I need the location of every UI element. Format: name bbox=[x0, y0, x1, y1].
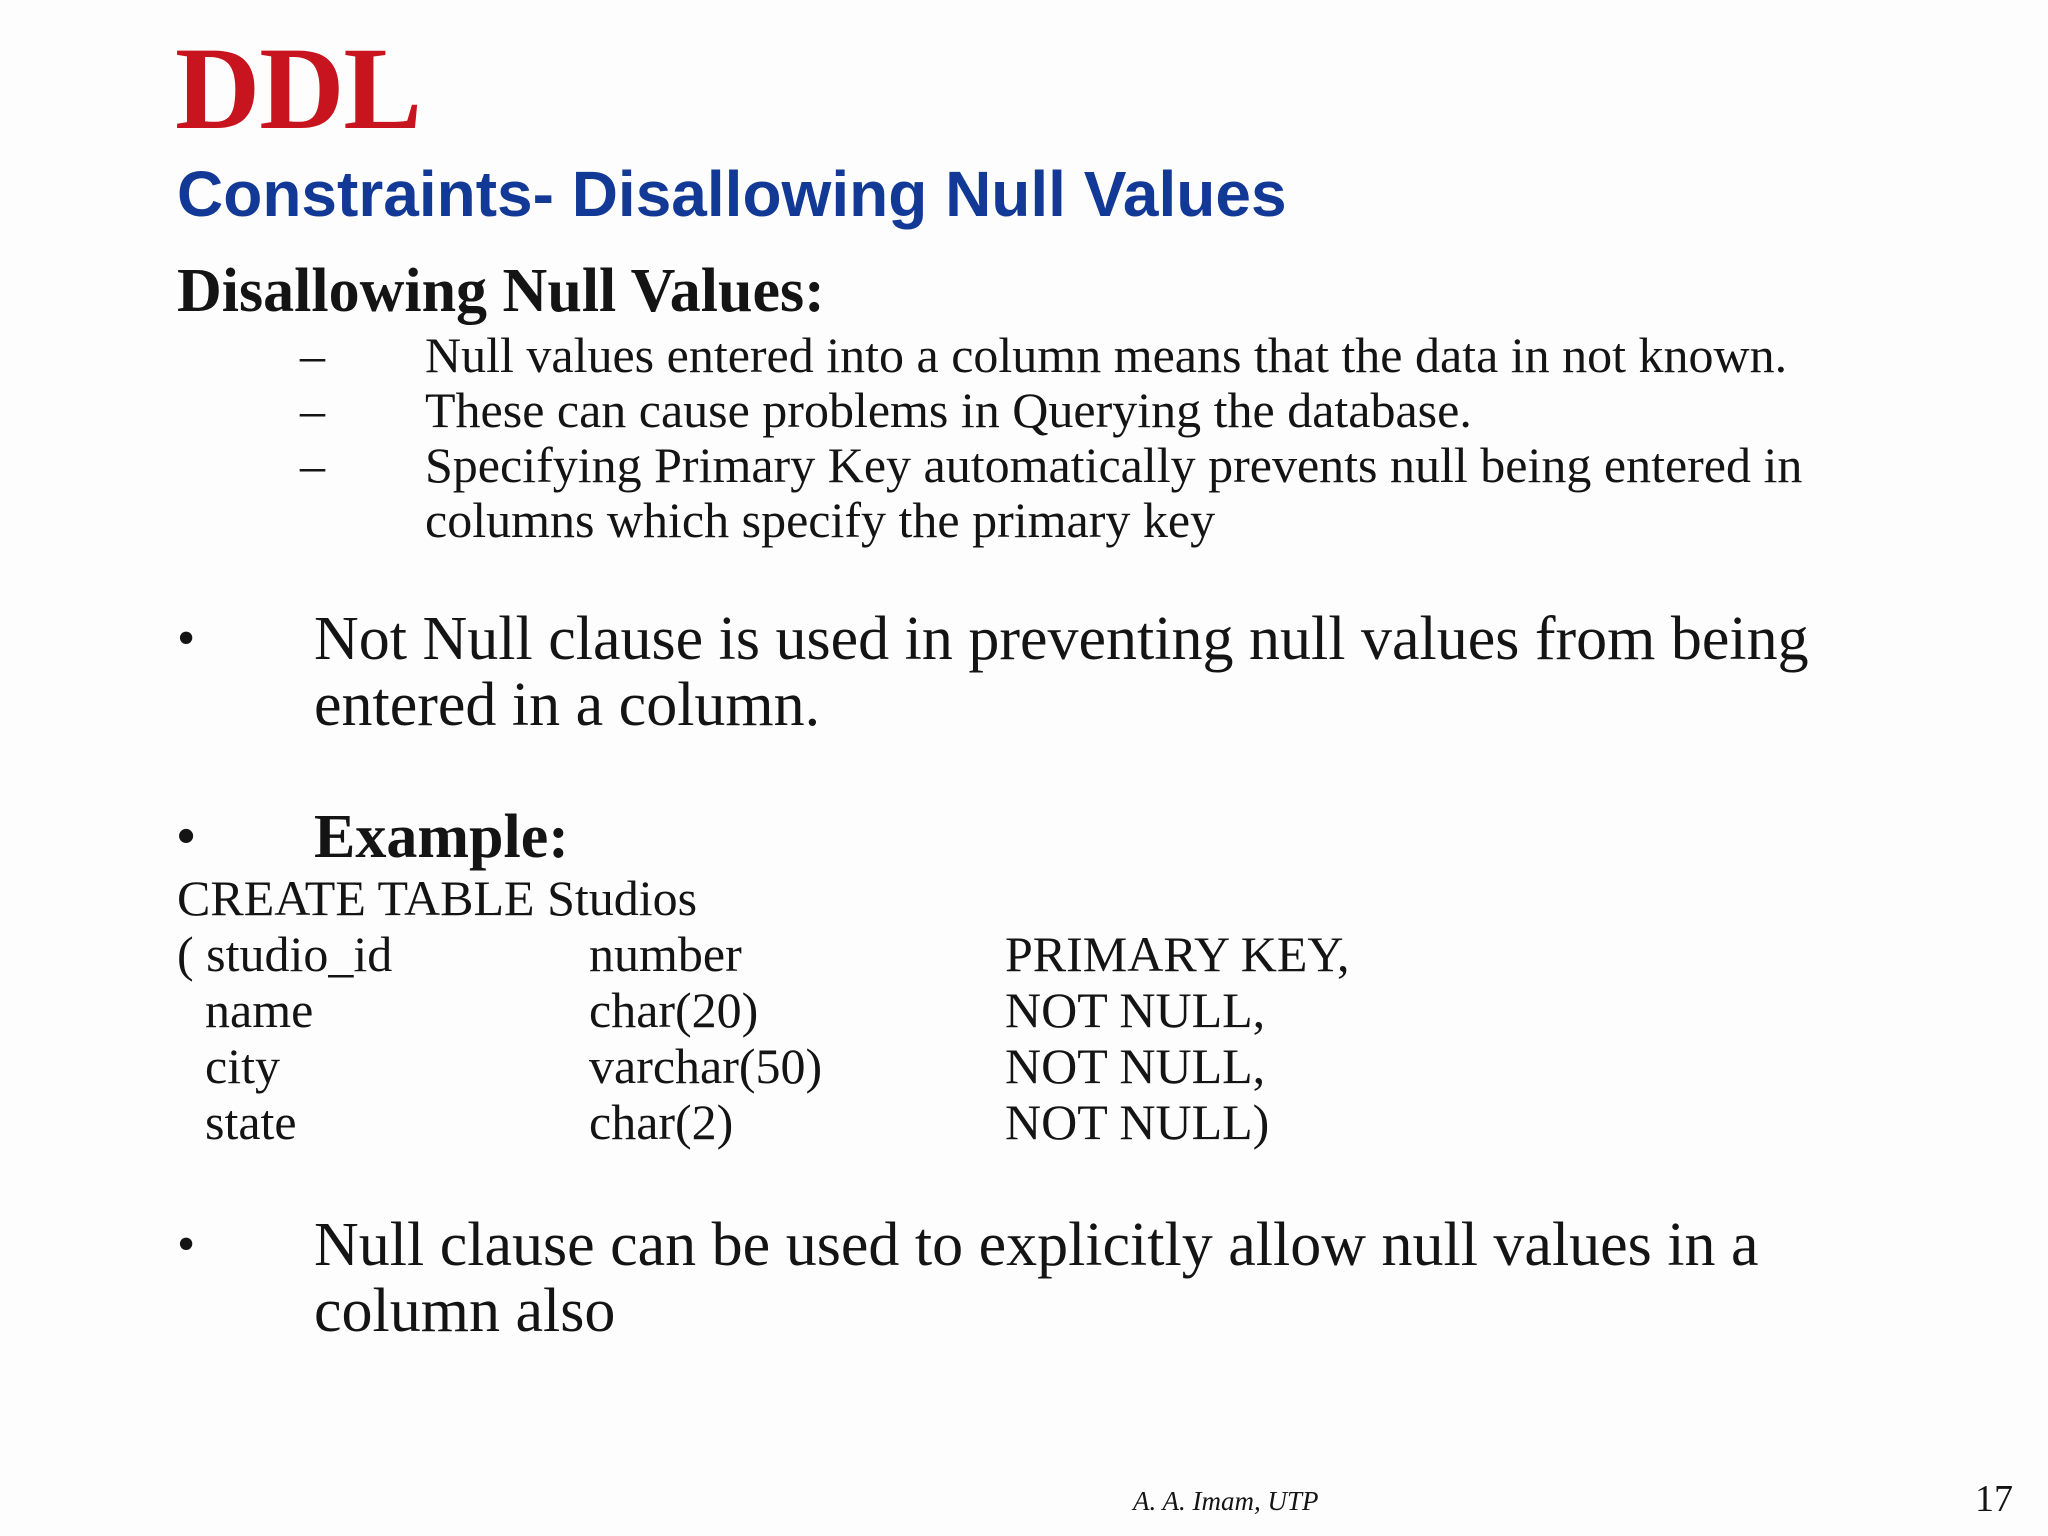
dash-marker: – bbox=[300, 382, 325, 438]
sql-column-type: number bbox=[589, 926, 742, 982]
bullet-line: column also bbox=[314, 1277, 616, 1345]
sql-column-name: ( studio_id bbox=[177, 926, 393, 982]
sql-column-name: city bbox=[205, 1038, 280, 1094]
sql-column-type: char(20) bbox=[589, 982, 759, 1038]
bullet-text bbox=[314, 606, 1977, 738]
dash-item bbox=[300, 438, 2000, 493]
sql-column-constraint: NOT NULL, bbox=[1005, 982, 1266, 1038]
dash-item-text: Specifying Primary Key automatically prevents null being entered in bbox=[425, 437, 1803, 493]
bullet-line: Not Null clause is used in preventing null values from being bbox=[314, 605, 1809, 673]
slide-title: DDL bbox=[175, 23, 422, 154]
dash-item-continuation bbox=[300, 493, 2000, 548]
footer-author: A. A. Imam, UTP bbox=[1133, 1486, 1319, 1516]
section-heading: Disallowing Null Values: bbox=[177, 257, 825, 325]
bullet-null-clause bbox=[177, 1212, 1977, 1344]
dash-list bbox=[300, 328, 2000, 548]
bullet-marker: • bbox=[177, 610, 196, 667]
dash-item-text: Null values entered into a column means that the data in not known. bbox=[425, 327, 1788, 383]
dash-item bbox=[300, 383, 2000, 438]
bullet-marker: • bbox=[177, 808, 196, 865]
example-label: Example: bbox=[314, 803, 569, 871]
slide-subtitle: Constraints- Disallowing Null Values bbox=[177, 158, 1287, 230]
dash-marker: – bbox=[300, 437, 325, 493]
bullet-marker: • bbox=[177, 1216, 196, 1273]
page-number: 17 bbox=[1975, 1478, 2013, 1520]
dash-marker: – bbox=[300, 327, 325, 383]
dash-item-text: These can cause problems in Querying the database. bbox=[425, 382, 1472, 438]
sql-column-constraint: NOT NULL) bbox=[1005, 1094, 1270, 1150]
sql-column-constraint: NOT NULL, bbox=[1005, 1038, 1266, 1094]
sql-column-type: char(2) bbox=[589, 1094, 734, 1150]
dash-item bbox=[300, 328, 2000, 383]
sql-column-constraint: PRIMARY KEY, bbox=[1005, 926, 1350, 982]
bullet-not-null bbox=[177, 606, 1977, 738]
bullet-line: entered in a column. bbox=[314, 671, 821, 739]
bullet-text bbox=[314, 1212, 1977, 1344]
sql-column-name: name bbox=[205, 982, 314, 1038]
sql-column-type: varchar(50) bbox=[589, 1038, 823, 1094]
bullet-example bbox=[177, 804, 1977, 870]
bullet-line: Null clause can be used to explicitly allow null values in a bbox=[314, 1211, 1759, 1279]
sql-column-name: state bbox=[205, 1094, 297, 1150]
sql-create-statement: CREATE TABLE Studios bbox=[177, 870, 698, 926]
dash-item-text: columns which specify the primary key bbox=[425, 492, 1216, 548]
